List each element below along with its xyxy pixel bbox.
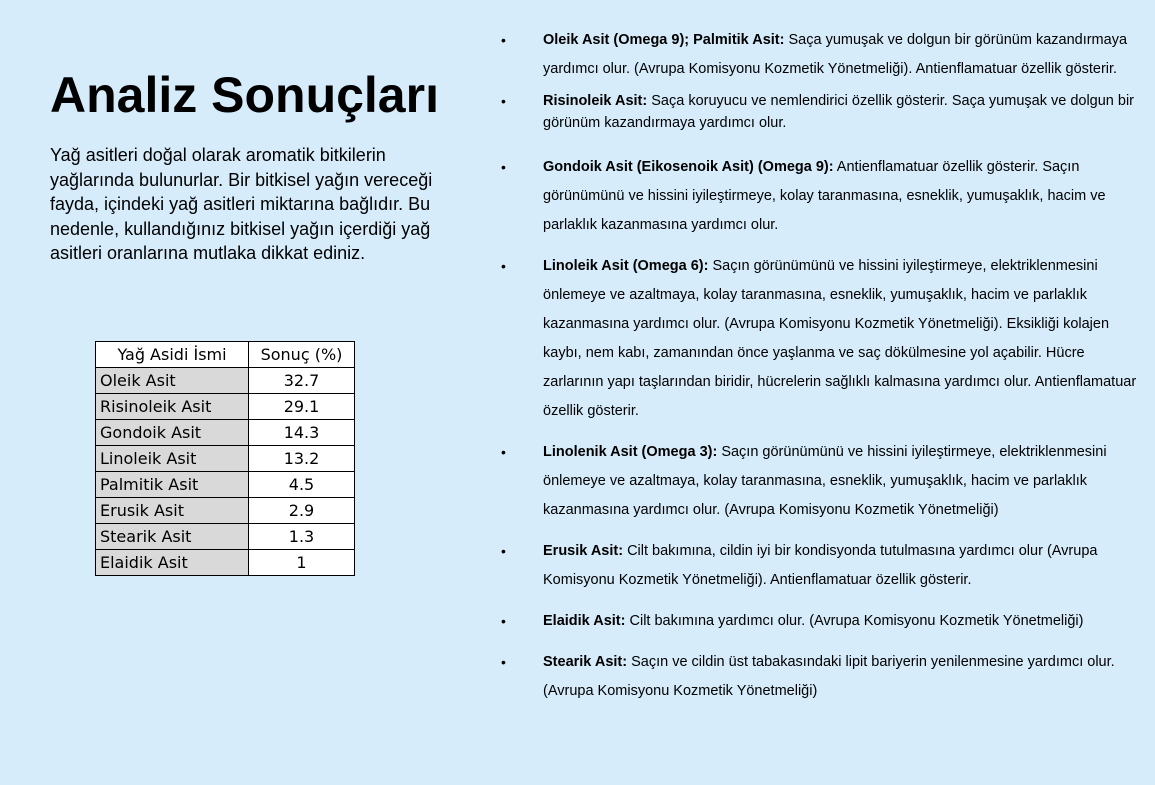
acid-description: Saçın ve cildin üst tabakasındaki lipit bariyerin yenilenmesine yardımcı olur. (Avrupa Komisyonu Kozmetik Yönetmeliği): [543, 654, 1115, 699]
result-cell: 1.3: [249, 524, 355, 550]
list-item: [493, 90, 1143, 134]
bullet-icon: •: [501, 32, 506, 48]
result-cell: 4.5: [249, 472, 355, 498]
bullet-icon: •: [501, 543, 506, 559]
fatty-acid-results-table: [95, 341, 355, 576]
bullet-icon: •: [501, 444, 506, 460]
page-title: Analiz Sonuçları: [50, 67, 439, 123]
acid-description: Cilt bakımına yardımcı olur. (Avrupa Komisyonu Kozmetik Yönetmeliği): [625, 613, 1084, 629]
list-item: [493, 607, 1143, 636]
list-item: [493, 252, 1143, 426]
result-cell: 29.1: [249, 394, 355, 420]
table-row: [96, 446, 355, 472]
result-cell: 1: [249, 550, 355, 576]
result-cell: 2.9: [249, 498, 355, 524]
acid-description: Saça koruyucu ve nemlendirici özellik gösterir. Saça yumuşak ve dolgun bir görünüm kazandırmaya yardımcı olur.: [543, 93, 1135, 131]
acid-description: Saçın görünümünü ve hissini iyileştirmeye, elektriklenmesini önlemeye ve azaltmaya, kolay taranmasına, esneklik, yumuşaklık, hacim ve parlaklık kazanmasına yardımcı olur. (Avrupa Komisyonu Kozmetik Yönetmeliği). Eksikliği kolajen kaybı, nem kabı, zamanından önce yaşlanma ve saç dökülmesine yol açabilir. Hücre zarlarının yapı taşlarından biridir, hücrelerin sağlıklı kalmasına yardımcı olur. Antienflamatuar özellik gösterir.: [543, 258, 1137, 419]
table-row: [96, 420, 355, 446]
result-cell: 14.3: [249, 420, 355, 446]
column-header-acid-name: Yağ Asidi İsmi: [96, 342, 249, 368]
acid-name: Linolenik Asit (Omega 3):: [543, 444, 718, 460]
table-row: [96, 524, 355, 550]
acid-name-cell: Elaidik Asit: [96, 550, 249, 576]
acid-name: Oleik Asit (Omega 9); Palmitik Asit:: [543, 32, 785, 48]
acid-name: Linoleik Asit (Omega 6):: [543, 258, 709, 274]
fatty-acid-benefits-list: [493, 26, 1143, 706]
table-row: [96, 394, 355, 420]
acid-name-cell: Risinoleik Asit: [96, 394, 249, 420]
acid-name-cell: Erusik Asit: [96, 498, 249, 524]
acid-name-cell: Stearik Asit: [96, 524, 249, 550]
bullet-icon: •: [501, 654, 506, 670]
intro-paragraph: Yağ asitleri doğal olarak aromatik bitkilerin yağlarında bulunurlar. Bir bitkisel yağın vereceği fayda, içindeki yağ asitleri miktarına bağlıdır. Bu nedenle, kullandığınız bitkisel yağın içerdiği yağ asitleri oranlarına mutlaka dikkat ediniz.: [50, 145, 433, 263]
table-row: [96, 498, 355, 524]
result-cell: 13.2: [249, 446, 355, 472]
result-cell: 32.7: [249, 368, 355, 394]
acid-name-cell: Linoleik Asit: [96, 446, 249, 472]
list-item: [493, 153, 1143, 240]
acid-description: Saça yumuşak ve dolgun bir görünüm kazandırmaya yardımcı olur. (Avrupa Komisyonu Kozmetik Yönetmeliği). Antienflamatuar özellik gösterir.: [543, 32, 1128, 77]
acid-name: Risinoleik Asit:: [543, 93, 648, 109]
list-item: [493, 537, 1143, 595]
acid-description: Antienflamatuar özellik gösterir. Saçın görünümünü ve hissini iyileştirmeye, kolay taranmasına, esneklik, yumuşaklık, hacim ve parlaklık kazanmasına yardımcı olur.: [543, 159, 1106, 233]
list-item: [493, 438, 1143, 525]
bullet-icon: •: [501, 258, 506, 274]
acid-name: Stearik Asit:: [543, 654, 628, 670]
list-item: [493, 26, 1143, 84]
bullet-icon: •: [501, 613, 506, 629]
acid-name: Erusik Asit:: [543, 543, 624, 559]
acid-name-cell: Palmitik Asit: [96, 472, 249, 498]
column-header-result: Sonuç (%): [249, 342, 355, 368]
acid-description: Cilt bakımına, cildin iyi bir kondisyonda tutulmasına yardımcı olur (Avrupa Komisyonu Kozmetik Yönetmeliği). Antienflamatuar özellik gösterir.: [543, 543, 1098, 588]
table-header-row: [96, 342, 355, 368]
acid-name-cell: Oleik Asit: [96, 368, 249, 394]
acid-name: Gondoik Asit (Eikosenoik Asit) (Omega 9):: [543, 159, 834, 175]
bullet-icon: •: [501, 159, 506, 175]
acid-description: Saçın görünümünü ve hissini iyileştirmeye, elektriklenmesini önlemeye ve azaltmaya, kolay taranmasına, esneklik, yumuşaklık, hacim ve parlaklık kazanmasına yardımcı olur. (Avrupa Komisyonu Kozmetik Yönetmeliği): [543, 444, 1107, 518]
table-row: [96, 368, 355, 394]
acid-name: Elaidik Asit:: [543, 613, 626, 629]
bullet-icon: •: [501, 93, 506, 109]
table-row: [96, 472, 355, 498]
table-row: [96, 550, 355, 576]
list-item: [493, 648, 1143, 706]
acid-name-cell: Gondoik Asit: [96, 420, 249, 446]
